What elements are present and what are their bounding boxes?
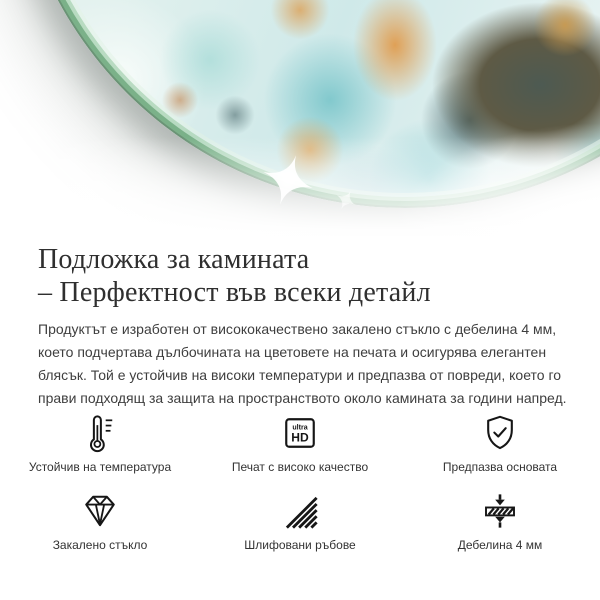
- feature-temperature-resistant: [0, 412, 200, 474]
- feature-high-quality-print: [200, 412, 400, 474]
- feature-label: Дебелина 4 мм: [457, 538, 543, 552]
- feature-label: Шлифовани ръбове: [244, 538, 356, 552]
- page-title-line1: Подложка за камината: [38, 244, 310, 275]
- page-title: [38, 243, 562, 309]
- feature-polished-edges: [200, 490, 400, 552]
- feature-thickness-4mm: [400, 490, 600, 552]
- features-grid: [0, 412, 600, 552]
- ultra-hd-icon: [280, 413, 320, 453]
- product-hero: [0, 0, 600, 236]
- thickness-icon: [479, 490, 521, 532]
- feature-tempered-glass: [0, 490, 200, 552]
- feature-label: Предпазва основата: [442, 460, 558, 474]
- page-title-line2: – Перфектност във всеки детайл: [38, 277, 431, 308]
- shield-check-icon: [479, 412, 521, 454]
- feature-label: Печат с високо качество: [231, 460, 369, 474]
- feature-protects-base: [400, 412, 600, 474]
- product-description: Продуктът е изработен от висококачествено закалено стъкло с дебелина 4 мм, което подчертава дълбочината на цветовете на печата и осигурява елегантен блясък. Той е устойчив на високи температури и предпазва от повреди, което го прави подходящ за защита на пространството около камината за години напред.: [38, 321, 567, 406]
- ultra-hd-icon-text-bottom: HD: [291, 430, 309, 445]
- diamond-icon: [78, 489, 122, 533]
- ultra-hd-icon-text-top: ultra: [292, 423, 308, 432]
- thermometer-icon: [79, 412, 121, 454]
- feature-label: Устойчив на температура: [28, 460, 172, 474]
- feature-label: Закалено стъкло: [52, 538, 148, 552]
- polished-edges-icon: [279, 490, 321, 532]
